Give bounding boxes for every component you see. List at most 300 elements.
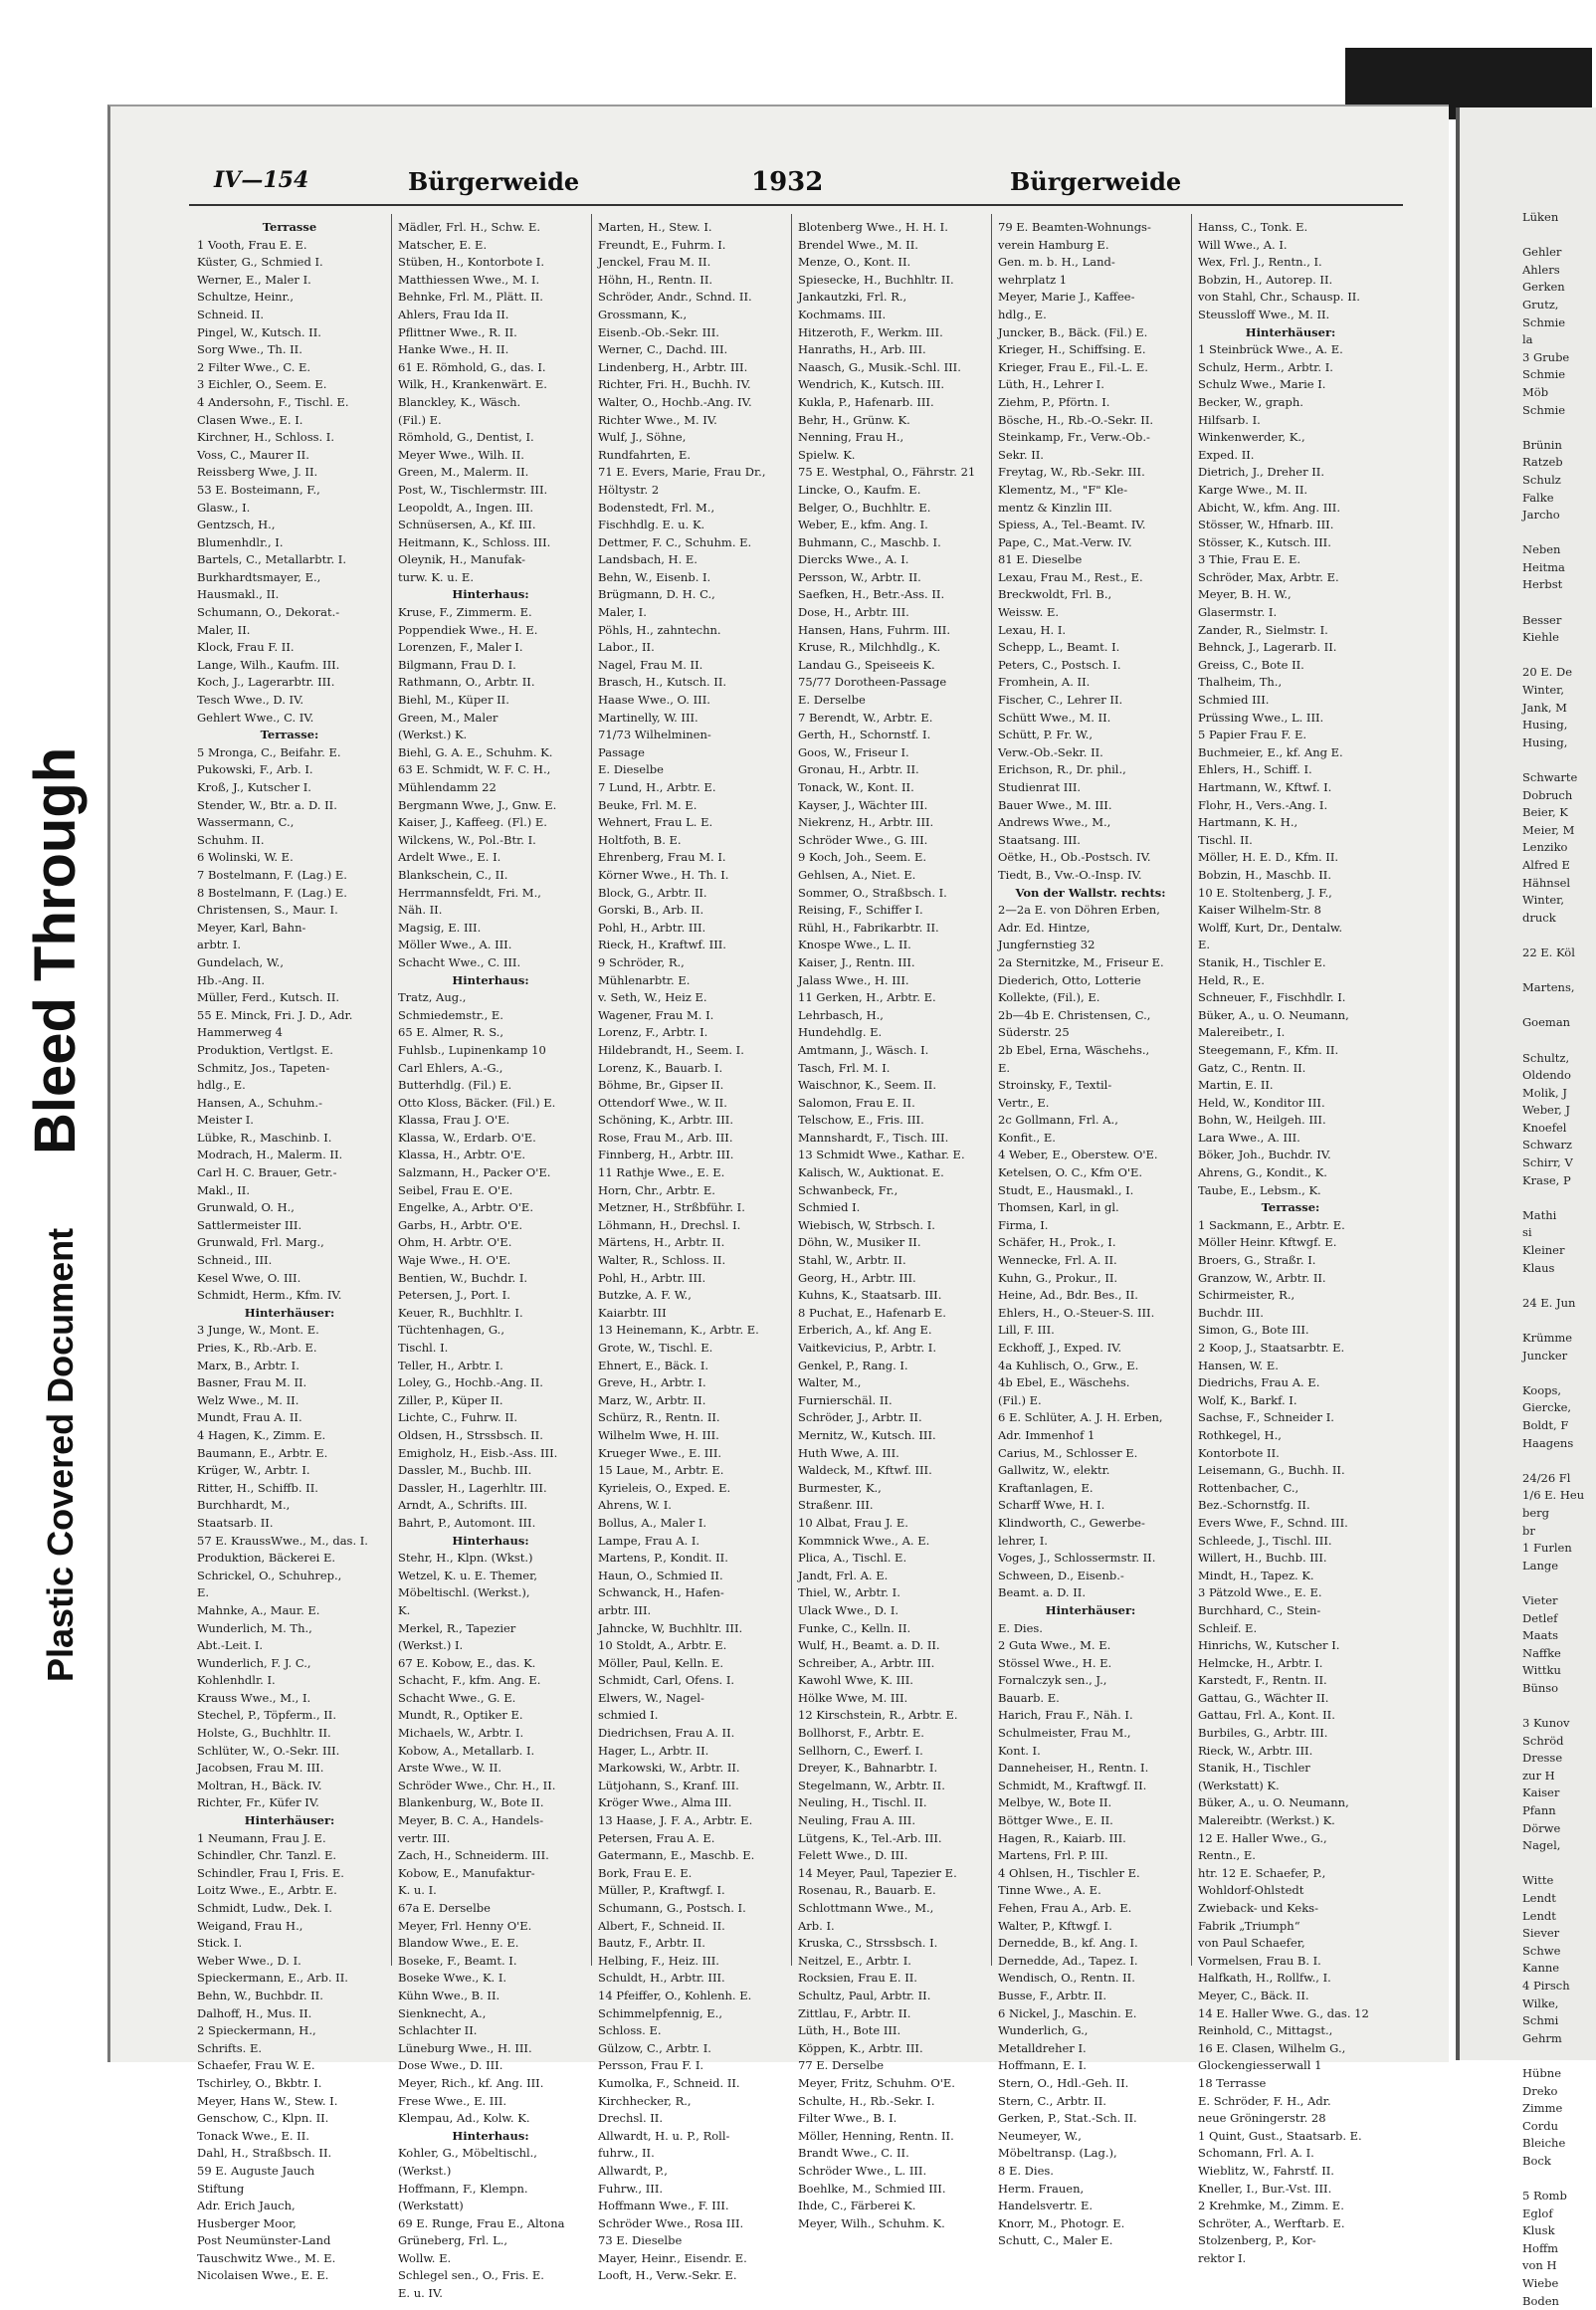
directory-entry: Schutt, C., Maler E.: [998, 2233, 1113, 2248]
directory-entry: Poppendiek Wwe., H. E.: [398, 622, 538, 637]
facing-page-entry: [1522, 2047, 1592, 2065]
directory-entry: Moltran, H., Bäck. IV.: [197, 1778, 322, 1792]
directory-entry: Will Wwe., A. I.: [1198, 237, 1288, 252]
directory-entry: 4b Ebel, E., Wäschehs.: [998, 1375, 1130, 1390]
directory-entry: Burchhard, C., Stein-: [1198, 1602, 1321, 1617]
directory-entry: Kaiarbtr. III: [598, 1305, 667, 1320]
facing-page-entry: Witte: [1522, 1873, 1554, 1888]
directory-entry: Merkel, R., Tapezier: [398, 1620, 516, 1635]
directory-entry: Clasen Wwe., E. I.: [197, 412, 303, 427]
directory-entry: Goos, W., Friseur I.: [798, 744, 909, 759]
facing-page-entry: Hähnsel: [1522, 875, 1571, 890]
directory-entry: Otto Kloss, Bäcker. (Fil.) E.: [398, 1095, 556, 1110]
directory-entry: (Fil.) E.: [398, 412, 442, 427]
facing-page-fragment: [1522, 209, 1592, 2308]
directory-entry: Held, W., Konditor III.: [1198, 1095, 1325, 1110]
directory-entry: Schrickel, O., Schuhrep.,: [197, 1568, 342, 1582]
directory-entry: 8 Bostelmann, F. (Lag.) E.: [197, 885, 347, 900]
directory-entry: Rocksien, Frau E. II.: [798, 1971, 917, 1986]
directory-entry: turw. K. u. E.: [398, 569, 474, 584]
directory-entry: Heine, Ad., Bdr. Bes., II.: [998, 1288, 1138, 1303]
directory-entry: Stiftung: [197, 2181, 245, 2196]
directory-entry: 2 Koop, J., Staatsarbtr. E.: [1198, 1341, 1345, 1355]
directory-entry: Schmied III.: [1198, 693, 1270, 708]
directory-entry: Meyer, Hans W., Stew. I.: [197, 2093, 338, 2108]
directory-entry: Stössel Wwe., H. E.: [998, 1655, 1112, 1670]
directory-entry: E. Dieselbe: [598, 762, 664, 777]
directory-entry: Kaiser, J., Kaffeeg. (Fl.) E.: [398, 815, 547, 830]
directory-entry: Meyer, B. H. W.,: [1198, 587, 1292, 602]
directory-entry: Genkel, P., Rang. I.: [798, 1358, 908, 1372]
directory-entry: Kuhns, K., Staatsarb. III.: [798, 1288, 942, 1303]
directory-entry: Stahl, W., Arbtr. II.: [798, 1253, 906, 1268]
directory-entry: Schmiedemstr., E.: [398, 1007, 503, 1022]
directory-entry: Hinterhaus:: [452, 972, 529, 987]
directory-entry: 67 E. Kobow, E., das. K.: [398, 1655, 536, 1670]
directory-entry: Gatz, C., Rentn. II.: [1198, 1060, 1306, 1075]
directory-entry: Prüssing Wwe., L. III.: [1198, 710, 1324, 725]
directory-entry: E. Derselbe: [798, 693, 866, 708]
directory-entry: Grossmann, K.,: [598, 307, 688, 321]
directory-entry: 79 E. Beamten-Wohnungs-: [998, 220, 1151, 234]
directory-entry: Kneller, I., Bur.-Vst. III.: [1198, 2181, 1332, 2196]
directory-entry: Wendisch, O., Rentn. II.: [998, 1971, 1135, 1986]
directory-entry: Schulz Wwe., Marie I.: [1198, 377, 1326, 392]
directory-entry: Gehlsen, A., Niet. E.: [798, 867, 916, 882]
directory-entry: 4 Andersohn, F., Tischl. E.: [197, 394, 349, 409]
directory-entry: (Werkst.) I.: [398, 1638, 464, 1653]
directory-entry: Klassa, H., Arbtr. O'E.: [398, 1148, 526, 1162]
directory-entry: Haun, O., Schmied II.: [598, 1568, 723, 1582]
directory-entry: Schwanck, H., Hafen-: [598, 1585, 724, 1600]
directory-entry: 11 Gerken, H., Arbtr. E.: [798, 990, 936, 1005]
directory-entry: Fromhein, A. II.: [998, 675, 1091, 690]
facing-page-entry: 1/6 E. Heu: [1522, 1488, 1585, 1503]
directory-entry: Hager, L., Arbtr. II.: [598, 1743, 709, 1758]
directory-entry: Schindler, Frau I, Fris. E.: [197, 1865, 344, 1880]
directory-entry: Walter, R., Schloss. II.: [598, 1253, 726, 1268]
directory-entry: Ehnert, E., Bäck. I.: [598, 1358, 709, 1372]
directory-entry: Wunderlich, G.,: [998, 2023, 1089, 2038]
directory-entry: Fornalczyk sen., J.,: [998, 1673, 1107, 1688]
directory-column-5: [998, 219, 1183, 2248]
page-number: IV—154: [214, 167, 309, 193]
facing-page-entry: Schmie: [1522, 402, 1566, 417]
facing-page-entry: Möb: [1522, 384, 1549, 399]
facing-page-entry: [1522, 1032, 1592, 1050]
directory-entry: 13 Heinemann, K., Arbtr. E.: [598, 1323, 759, 1338]
directory-entry: Süderstr. 25: [998, 1025, 1070, 1040]
directory-entry: Tonack Wwe., E. II.: [197, 2128, 309, 2143]
directory-entry: Blotenberg Wwe., H. H. I.: [798, 220, 948, 234]
facing-page-entry: Grutz,: [1522, 297, 1559, 312]
directory-entry: Lexau, Frau M., Rest., E.: [998, 569, 1143, 584]
directory-entry: 3 Eichler, O., Seem. E.: [197, 377, 327, 392]
directory-entry: Glasermstr. I.: [1198, 605, 1278, 620]
directory-entry: Kayser, J., Wächter III.: [798, 797, 928, 812]
directory-entry: Grote, W., Tischl. E.: [598, 1341, 713, 1355]
directory-entry: Hanke Wwe., H. II.: [398, 342, 509, 357]
directory-entry: Weber, E., kfm. Ang. I.: [798, 518, 928, 532]
directory-entry: 14 E. Haller Wwe. G., das. 12: [1198, 2005, 1369, 2020]
facing-page-entry: [1522, 594, 1592, 612]
facing-page-entry: Schultz,: [1522, 1050, 1570, 1065]
directory-entry: Lütgens, K., Tel.-Arb. III.: [798, 1830, 942, 1845]
directory-entry: Juncker, B., Bäck. (Fil.) E.: [998, 324, 1148, 339]
directory-entry: Schleif. E.: [1198, 1620, 1258, 1635]
directory-entry: Möller, H. E. D., Kfm. II.: [1198, 850, 1339, 865]
directory-entry: Böker, Joh., Buchdr. IV.: [1198, 1148, 1331, 1162]
directory-entry: Schröder Wwe., L. III.: [798, 2163, 927, 2178]
directory-entry: Vertr., E.: [998, 1095, 1050, 1110]
directory-entry: Rentn., E.: [1198, 1848, 1256, 1863]
facing-page-entry: Cordu: [1522, 2118, 1558, 2133]
directory-entry: Dassler, M., Buchb. III.: [398, 1463, 532, 1478]
column-divider: [591, 214, 592, 1966]
facing-page-entry: Lenziko: [1522, 840, 1568, 855]
directory-entry: Harich, Frau F., Näh. I.: [998, 1708, 1133, 1723]
directory-entry: Dernedde, Ad., Tapez. I.: [998, 1953, 1138, 1968]
directory-entry: Stösser, K., Kutsch. III.: [1198, 534, 1331, 549]
directory-entry: Herrmannsfeldt, Fri. M.,: [398, 885, 541, 900]
directory-entry: Adr. Erich Jauch,: [197, 2199, 296, 2213]
facing-page-entry: [1522, 1365, 1592, 1382]
directory-entry: Horn, Chr., Arbtr. E.: [598, 1182, 715, 1197]
directory-entry: Dietrich, J., Dreher II.: [1198, 465, 1324, 480]
directory-entry: Danneheiser, H., Rentn. I.: [998, 1761, 1149, 1776]
directory-entry: Buchdr. III.: [1198, 1305, 1264, 1320]
directory-entry: Schmitz, Jos., Tapeten-: [197, 1060, 330, 1075]
directory-entry: Green, M., Maler: [398, 710, 499, 725]
directory-entry: 11 Rathje Wwe., E. E.: [598, 1165, 725, 1180]
directory-entry: Hartmann, W., Kftwf. I.: [1198, 780, 1332, 794]
directory-entry: Pohl, H., Arbtr. III.: [598, 920, 706, 935]
directory-entry: Lexau, H. I.: [998, 622, 1067, 637]
directory-entry: Brandt Wwe., C. II.: [798, 2146, 909, 2161]
directory-entry: Butterhdlg. (Fil.) E.: [398, 1078, 512, 1093]
directory-entry: Husberger Moor,: [197, 2215, 297, 2230]
directory-entry: Martens, Frl. P. III.: [998, 1848, 1108, 1863]
directory-entry: Steinkamp, Fr., Verw.-Ob.-: [998, 430, 1150, 445]
directory-entry: Neitzel, E., Arbtr. I.: [798, 1953, 911, 1968]
facing-page-entry: Winter,: [1522, 683, 1565, 698]
plastic-covered-label: Plastic Covered Document: [40, 1227, 81, 1682]
directory-entry: 2b—4b E. Christensen, C.,: [998, 1007, 1151, 1022]
directory-entry: 5 Mronga, C., Beifahr. E.: [197, 744, 341, 759]
directory-entry: Stern, O., Hdl.-Geh. II.: [998, 2075, 1129, 2090]
directory-entry: Held, R., E.: [1198, 972, 1265, 987]
directory-entry: Reinhold, C., Mittagst.,: [1198, 2023, 1333, 2038]
directory-entry: Hoffmann Wwe., F. III.: [598, 2199, 729, 2213]
directory-entry: Wiebisch, W, Strbsch. I.: [798, 1217, 935, 1232]
facing-page-entry: br: [1522, 1523, 1535, 1538]
directory-entry: von Paul Schaefer,: [1198, 1936, 1305, 1951]
directory-entry: Klassa, Frau J. O'E.: [398, 1113, 510, 1128]
directory-entry: Naasch, G., Musik.-Schl. III.: [798, 359, 961, 374]
directory-entry: Ehlers, H., O.-Steuer-S. III.: [998, 1305, 1155, 1320]
directory-entry: 4 Weber, E., Oberstew. O'E.: [998, 1148, 1158, 1162]
directory-entry: Blankschein, C., II.: [398, 867, 508, 882]
directory-entry: Maler, II.: [197, 622, 251, 637]
directory-entry: Möller, Paul, Kelln. E.: [598, 1655, 724, 1670]
directory-entry: Carius, M., Schlosser E.: [998, 1445, 1138, 1460]
facing-page-entry: Schwe: [1522, 1943, 1561, 1958]
directory-entry: Lehrbasch, H.,: [798, 1007, 884, 1022]
directory-entry: Dreyer, K., Bahnarbtr. I.: [798, 1761, 938, 1776]
directory-entry: Ottendorf Wwe., W. II.: [598, 1095, 727, 1110]
directory-entry: Becker, W., graph.: [1198, 394, 1303, 409]
directory-entry: Stick. I.: [197, 1936, 243, 1951]
directory-entry: 8 E. Dies.: [998, 2163, 1054, 2178]
directory-entry: 73 E. Dieselbe: [598, 2233, 683, 2248]
directory-entry: Basner, Frau M. II.: [197, 1375, 307, 1390]
directory-entry: Boseke Wwe., K. I.: [398, 1971, 507, 1986]
directory-entry: Staatsang. III.: [998, 832, 1081, 847]
directory-entry: Mühlendamm 22: [398, 780, 497, 794]
directory-entry: Schrifts. E.: [197, 2040, 263, 2055]
directory-entry: Gerken, P., Stat.-Sch. II.: [998, 2111, 1137, 2126]
directory-entry: Martinelly, W. III.: [598, 710, 698, 725]
directory-entry: Möbeltransp. (Lag.),: [998, 2146, 1117, 2161]
directory-entry: Schröder Wwe., Rosa III.: [598, 2215, 744, 2230]
directory-entry: E.: [197, 1585, 210, 1600]
facing-page-entry: Lendt: [1522, 1908, 1556, 1923]
facing-page-entry: Wiebe: [1522, 2276, 1559, 2291]
directory-entry: 2a Sternitzke, M., Friseur E.: [998, 954, 1164, 969]
directory-column-6: [1198, 219, 1383, 2265]
directory-entry: Blandow Wwe., E. E.: [398, 1936, 519, 1951]
directory-entry: Green, M., Malerm. II.: [398, 465, 529, 480]
directory-entry: Hundehdlg. E.: [798, 1025, 883, 1040]
directory-entry: Voges, J., Schlossermstr. II.: [998, 1551, 1156, 1566]
directory-entry: Herm. Frauen,: [998, 2181, 1085, 2196]
facing-page-entry: Oldendo: [1522, 1068, 1571, 1083]
directory-entry: Mundt, R., Optiker E.: [398, 1708, 523, 1723]
directory-entry: Möller Heinr. Kftwgf. E.: [1198, 1235, 1337, 1250]
directory-entry: Belger, O., Buchhltr. E.: [798, 500, 931, 515]
directory-entry: Granzow, W., Arbtr. II.: [1198, 1270, 1326, 1285]
directory-entry: Dassler, H., Lagerhltr. III.: [398, 1480, 547, 1495]
directory-entry: Spieckermann, E., Arb. II.: [197, 1971, 348, 1986]
directory-entry: Studt, E., Hausmakl., I.: [998, 1182, 1134, 1197]
directory-entry: Burkhardtsmayer, E.,: [197, 569, 321, 584]
directory-entry: Flohr, H., Vers.-Ang. I.: [1198, 797, 1328, 812]
directory-entry: Ehlers, H., Schiff. I.: [1198, 762, 1312, 777]
directory-entry: Malereibetr., I.: [1198, 1025, 1286, 1040]
directory-entry: Tonack, W., Kont. II.: [798, 780, 914, 794]
facing-page-entry: Nagel,: [1522, 1838, 1561, 1853]
directory-entry: Waje Wwe., H. O'E.: [398, 1253, 511, 1268]
directory-entry: Genschow, C., Klpn. II.: [197, 2111, 329, 2126]
directory-entry: Greiss, C., Bote II.: [1198, 657, 1304, 672]
directory-entry: Krauss Wwe., M., I.: [197, 1690, 311, 1705]
directory-entry: Mindt, H., Tapez. K.: [1198, 1568, 1314, 1582]
directory-entry: Mahnke, A., Maur. E.: [197, 1602, 320, 1617]
directory-entry: Biehl, G. A. E., Schuhm. K.: [398, 744, 553, 759]
directory-entry: Ritter, H., Schiffb. II.: [197, 1480, 318, 1495]
directory-entry: verein Hamburg E.: [998, 237, 1109, 252]
directory-entry: Lampe, Frau A. I.: [598, 1533, 700, 1548]
directory-entry: Nenning, Frau H.,: [798, 430, 904, 445]
directory-entry: 65 E. Almer, R. S.,: [398, 1025, 503, 1040]
facing-page-entry: Schwarte: [1522, 770, 1578, 784]
directory-entry: Höltystr. 2: [598, 482, 660, 497]
directory-entry: Martens, P., Kondit. II.: [598, 1551, 728, 1566]
directory-entry: Studienrat III.: [998, 780, 1082, 794]
directory-entry: Schütt, P. Fr. W.,: [998, 728, 1094, 742]
directory-entry: Wennecke, Frl. A. II.: [998, 1253, 1117, 1268]
directory-entry: Kontorbote II.: [1198, 1445, 1280, 1460]
directory-entry: Spielw. K.: [798, 447, 856, 462]
directory-entry: Richter Wwe., M. IV.: [598, 412, 717, 427]
directory-entry: Schürz, R., Rentn. II.: [598, 1410, 720, 1425]
directory-entry: Zwieback- und Keks-: [1198, 1901, 1318, 1915]
directory-entry: Modrach, H., Malerm. II.: [197, 1148, 343, 1162]
directory-entry: Vaitkevicius, P., Arbtr. I.: [798, 1341, 936, 1355]
directory-entry: Matscher, E. E.: [398, 237, 488, 252]
directory-entry: Schlegel sen., O., Fris. E.: [398, 2268, 544, 2283]
directory-entry: Pingel, W., Kutsch. II.: [197, 324, 321, 339]
directory-entry: Sellhorn, C., Ewerf. I.: [798, 1743, 923, 1758]
directory-entry: E.: [1198, 938, 1211, 952]
directory-entry: Lüth, H., Lehrer I.: [998, 377, 1104, 392]
directory-entry: Bork, Frau E. E.: [598, 1865, 693, 1880]
directory-entry: Ulack Wwe., D. I.: [798, 1602, 899, 1617]
directory-entry: Steussloff Wwe., M. II.: [1198, 307, 1330, 321]
directory-entry: Schneid., III.: [197, 1253, 273, 1268]
directory-entry: Wetzel, K. u. E. Themer,: [398, 1568, 537, 1582]
directory-entry: Mädler, Frl. H., Schw. E.: [398, 220, 541, 234]
directory-entry: Tinne Wwe., A. E.: [998, 1883, 1101, 1898]
directory-entry: Behn, W., Eisenb. I.: [598, 569, 711, 584]
directory-entry: Dernedde, B., kf. Ang. I.: [998, 1936, 1138, 1951]
directory-entry: Wilhelm Wwe, H. III.: [598, 1427, 719, 1442]
facing-page-entry: Heitma: [1522, 559, 1565, 574]
directory-entry: Bösche, H., Rb.-O.-Sekr. II.: [998, 412, 1154, 427]
directory-entry: 2c Gollmann, Frl. A.,: [998, 1113, 1118, 1128]
directory-entry: Maler, I.: [598, 605, 647, 620]
directory-entry: Schween, D., Eisenb.-: [998, 1568, 1124, 1582]
directory-entry: Behnck, J., Lagerarb. II.: [1198, 640, 1337, 655]
directory-entry: Klempau, Ad., Kolw. K.: [398, 2111, 530, 2126]
directory-entry: Holste, G., Buchhltr. II.: [197, 1726, 331, 1741]
directory-entry: Pohl, H., Arbtr. III.: [598, 1270, 706, 1285]
directory-entry: Stroinsky, F., Textil-: [998, 1078, 1112, 1093]
directory-entry: Bollus, A., Maler I.: [598, 1515, 707, 1530]
facing-page-entry: Wilke,: [1522, 1995, 1559, 2010]
facing-page-entry: Pfann: [1522, 1803, 1556, 1818]
directory-entry: Allwardt, H. u. P., Roll-: [598, 2128, 730, 2143]
directory-entry: Stechel, P., Töpferm., II.: [197, 1708, 337, 1723]
facing-page-entry: berg: [1522, 1505, 1550, 1520]
directory-entry: Glasw., I.: [197, 500, 251, 515]
directory-entry: lehrer, I.: [998, 1533, 1048, 1548]
directory-column-4: [798, 219, 983, 2230]
directory-entry: Lorenzen, F., Maler I.: [398, 640, 523, 655]
directory-entry: Jahncke, W, Buchhltr. III.: [598, 1620, 743, 1635]
directory-column-1: [197, 219, 382, 2283]
directory-entry: Kumolka, F., Schneid. II.: [598, 2075, 740, 2090]
directory-entry: Bez.-Schornstfg. II.: [1198, 1498, 1310, 1513]
directory-entry: Hölke Wwe, M. III.: [798, 1690, 908, 1705]
directory-entry: Salomon, Frau E. II.: [798, 1095, 915, 1110]
directory-entry: Hausmakl., II.: [197, 587, 280, 602]
directory-entry: Leopoldt, A., Ingen. III.: [398, 500, 534, 515]
facing-page-entry: Bünso: [1522, 1680, 1559, 1695]
directory-entry: 12 E. Haller Wwe., G.,: [1198, 1830, 1327, 1845]
directory-entry: Eckhoff, J., Exped. IV.: [998, 1341, 1122, 1355]
directory-entry: Küster, G., Schmied I.: [197, 255, 323, 270]
facing-page-entry: Beier, K: [1522, 805, 1568, 820]
directory-entry: Saefken, H., Betr.-Ass. II.: [798, 587, 945, 602]
facing-page-entry: [1522, 227, 1592, 245]
directory-entry: Stanik, H., Tischler E.: [1198, 954, 1326, 969]
facing-page-entry: Winter,: [1522, 893, 1565, 908]
directory-entry: Oleynik, H., Manufak-: [398, 552, 525, 567]
directory-entry: Martin, E. II.: [1198, 1078, 1274, 1093]
directory-entry: Schuhm. II.: [197, 832, 265, 847]
directory-entry: Böttger Wwe., E. II.: [998, 1813, 1113, 1828]
directory-entry: 67a E. Derselbe: [398, 1901, 491, 1915]
directory-entry: Schmidt, Carl, Ofens. I.: [598, 1673, 735, 1688]
directory-entry: Burmester, K.,: [798, 1480, 882, 1495]
directory-entry: Telschow, E., Fris. III.: [798, 1113, 924, 1128]
directory-entry: Hildebrandt, H., Seem. I.: [598, 1042, 744, 1057]
facing-page-entry: 20 E. De: [1522, 665, 1573, 680]
directory-entry: Schröder, J., Arbtr. II.: [798, 1410, 922, 1425]
directory-entry: Ehrenberg, Frau M. I.: [598, 850, 726, 865]
directory-entry: Pflittner Wwe., R. II.: [398, 324, 517, 339]
directory-entry: Pöhls, H., zahntechn.: [598, 622, 721, 637]
directory-entry: mentz & Kinzlin III.: [998, 500, 1112, 515]
directory-entry: Carl H. C. Brauer, Getr.-: [197, 1165, 337, 1180]
directory-entry: Boseke, F., Beamt. I.: [398, 1953, 517, 1968]
directory-entry: 10 E. Stoltenberg, J. F.,: [1198, 885, 1332, 900]
directory-entry: Lichte, C., Fuhrw. II.: [398, 1410, 518, 1425]
directory-entry: 6 E. Schlüter, A. J. H. Erben,: [998, 1410, 1163, 1425]
directory-entry: von Stahl, Chr., Schausp. II.: [1198, 290, 1360, 305]
directory-entry: Schwanbeck, Fr.,: [798, 1182, 898, 1197]
directory-entry: Persson, Frau F. I.: [598, 2058, 704, 2073]
facing-page-entry: Falke: [1522, 490, 1554, 505]
directory-entry: 1 Vooth, Frau E. E.: [197, 237, 307, 252]
directory-entry: Breckwoldt, Frl. B.,: [998, 587, 1112, 602]
directory-entry: Lübke, R., Maschinb. I.: [197, 1130, 332, 1145]
directory-entry: (Fil.) E.: [998, 1392, 1042, 1407]
directory-entry: 1 Sackmann, E., Arbtr. E.: [1198, 1217, 1345, 1232]
directory-entry: Produktion, Vertlgst. E.: [197, 1042, 333, 1057]
directory-entry: Baumann, E., Arbtr. E.: [197, 1445, 328, 1460]
directory-entry: Werner, E., Maler I.: [197, 272, 311, 287]
directory-entry: Abicht, W., kfm. Ang. III.: [1198, 500, 1341, 515]
directory-entry: Teller, H., Arbtr. I.: [398, 1358, 503, 1372]
directory-entry: Wulf, J., Söhne,: [598, 430, 687, 445]
directory-entry: Petersen, J., Port. I.: [398, 1288, 510, 1303]
directory-entry: Thiel, W., Arbtr. I.: [798, 1585, 900, 1600]
directory-entry: Hoffmann, F., Klempn.: [398, 2181, 528, 2196]
directory-entry: Petersen, Frau A. E.: [598, 1830, 715, 1845]
facing-page-entry: [1522, 647, 1592, 665]
directory-entry: Grunwald, O. H.,: [197, 1200, 295, 1215]
directory-entry: Allwardt, P.,: [598, 2163, 668, 2178]
directory-entry: Buhmann, C., Maschb. I.: [798, 534, 941, 549]
directory-entry: Tasch, Frl. M. I.: [798, 1060, 891, 1075]
directory-entry: Meyer, C., Bäck. II.: [1198, 1988, 1309, 2002]
directory-entry: 18 Terrasse: [1198, 2075, 1267, 2090]
directory-entry: Jenckel, Frau M. II.: [598, 255, 711, 270]
facing-page-entry: Schulz: [1522, 472, 1561, 487]
directory-entry: Schimmelpfennig, E.,: [598, 2005, 722, 2020]
